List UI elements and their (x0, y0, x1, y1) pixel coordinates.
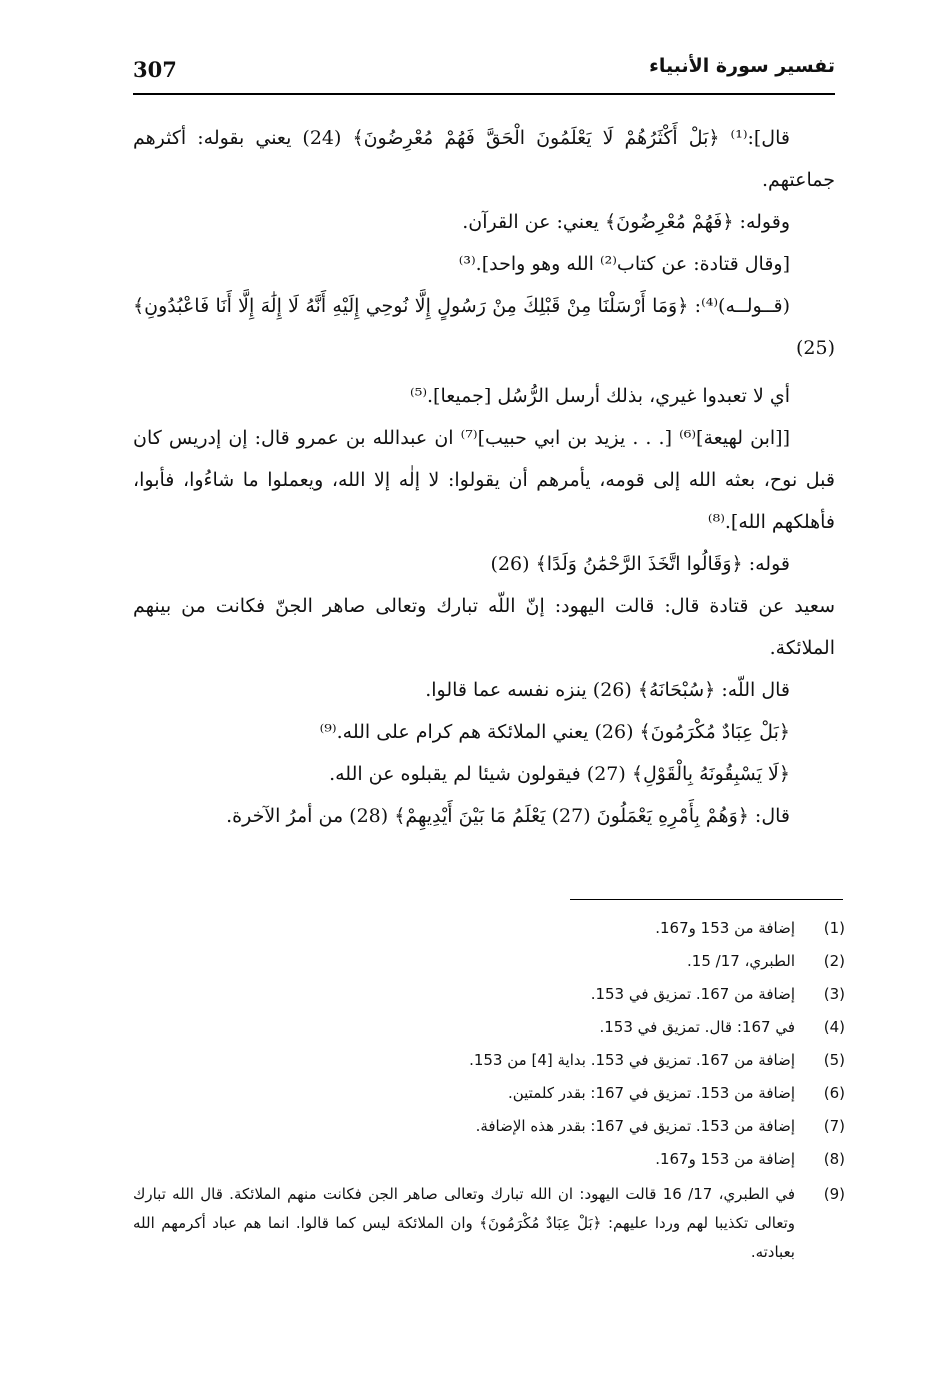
footnote (133, 945, 845, 978)
footnote-number: (6) (823, 1084, 845, 1102)
paragraph-1: قال]:⁽¹⁾ ﴿بَلْ أَكْثَرُهُمْ لَا يَعْلَمُونَ الْحَقَّ فَهُمْ مُعْرِضُونَ﴾ (24) يعني بقوله: أكثرهم جماعتهم. (133, 127, 835, 191)
header-rule (133, 93, 835, 95)
page-header (133, 55, 835, 95)
footnotes (133, 912, 845, 1267)
footnote (133, 978, 845, 1011)
paragraph-12: قال: ﴿وَهُمْ بِأَمْرِهِ يَعْمَلُونَ (27) يَعْلَمُ مَا بَيْنَ أَيْدِيهِمْ﴾ (28) من أمرُ الآخرة. (226, 805, 790, 827)
footnote (133, 1011, 845, 1044)
footnote-text: إضافة من 167. تمزيق في 153. (590, 985, 795, 1003)
footnote-text: إضافة من 153. تمزيق في 167: بقدر هذه الإضافة. (475, 1117, 795, 1135)
footnote (133, 1180, 845, 1267)
footnote (133, 912, 845, 945)
footnote-rule (570, 899, 843, 900)
paragraph-3: [وقال قتادة: عن كتاب⁽²⁾ الله وهو واحد].⁽³⁾ (458, 253, 790, 275)
footnote-number: (2) (823, 952, 845, 970)
footnote-number: (7) (823, 1117, 845, 1135)
footnote (133, 1143, 845, 1176)
footnote-number: (3) (823, 985, 845, 1003)
footnote-number: (9) (823, 1185, 845, 1203)
footnote-text: في 167: قال. تمزيق في 153. (599, 1018, 795, 1036)
footnote-text: في الطبري، 17/ 16 قالت اليهود: ان الله تبارك وتعالى صاهر الجن فكانت منهم الملائكة. قال الله تبارك وتعالى تكذيبا لهم وردا عليهم: ﴿بَلْ عِبَادٌ مُكْرَمُونَ﴾ وان الملائكة ليس كما قالوا. انما هم عباد أكرمهم الله بعبادته. (133, 1185, 796, 1261)
footnote (133, 1110, 845, 1143)
main-text (133, 117, 835, 837)
footnote-number: (8) (823, 1150, 845, 1168)
footnote-text: إضافة من 153 و167. (655, 919, 795, 937)
footnote-text: إضافة من 153. تمزيق في 167: بقدر كلمتين. (507, 1084, 795, 1102)
footnote-number: (4) (823, 1018, 845, 1036)
footnote-text: الطبري، 17/ 15. (687, 952, 795, 970)
paragraph-6: [[ابن لهيعة]⁽⁶⁾ [. . . يزيد بن ابي حبيب]⁽⁷⁾ ان عبدالله بن عمرو قال: إن إدريس كان قبل نوح، بعثه الله إلى قومه، يأمرهم أن يقولوا: لا إلٰه إلا الله، ويعملوا ما شاءُوا، فأبوا، فأهلكهم الله].⁽⁸⁾ (133, 427, 835, 533)
paragraph-7: قوله: ﴿وَقَالُوا اتَّخَذَ الرَّحْمَٰنُ وَلَدًا﴾ (26) (490, 553, 790, 575)
footnote (133, 1077, 845, 1110)
paragraph-9: قال اللّه: ﴿سُبْحَانَهُ﴾ (26) ينزه نفسه عما قالوا. (425, 679, 790, 701)
paragraph-5: أي لا تعبدوا غيري، بذلك أرسل الرُّسُل [جميعا].⁽⁵⁾ (410, 385, 790, 407)
paragraph-11: ﴿لَا يَسْبِقُونَهُ بِالْقَوْلِ﴾ (27) فيقولون شيئا لم يقبلوه عن الله. (329, 763, 790, 785)
footnote-number: (1) (823, 919, 845, 937)
paragraph-8: سعيد عن قتادة قال: قالت اليهود: إنّ اللّه تبارك وتعالى صاهر الجنّ فكانت من بينهم الملائكة. (133, 595, 835, 659)
footnote-text: إضافة من 153 و167. (655, 1150, 795, 1168)
footnote (133, 1044, 845, 1077)
footnote-number: (5) (823, 1051, 845, 1069)
paragraph-4: (قــولــه)⁽⁴⁾: ﴿وَمَا أَرْسَلْنَا مِنْ قَبْلِكَ مِنْ رَسُولٍ إِلَّا نُوحِي إِلَيْهِ أَنَّهُ لَا إِلَٰهَ إِلَّا أَنَا فَاعْبُدُونِ﴾ (25) (133, 295, 835, 359)
paragraph-10: ﴿بَلْ عِبَادٌ مُكْرَمُونَ﴾ (26) يعني الملائكة هم كرام على الله.⁽⁹⁾ (319, 721, 790, 743)
footnote-text: إضافة من 167. تمزيق في 153. بداية [4] من 153. (469, 1051, 795, 1069)
paragraph-2: وقوله: ﴿فَهُمْ مُعْرِضُونَ﴾ يعني: عن القرآن. (462, 211, 790, 233)
page-number: 307 (133, 57, 177, 82)
running-title: تفسير سورة الأنبياء (649, 55, 835, 77)
